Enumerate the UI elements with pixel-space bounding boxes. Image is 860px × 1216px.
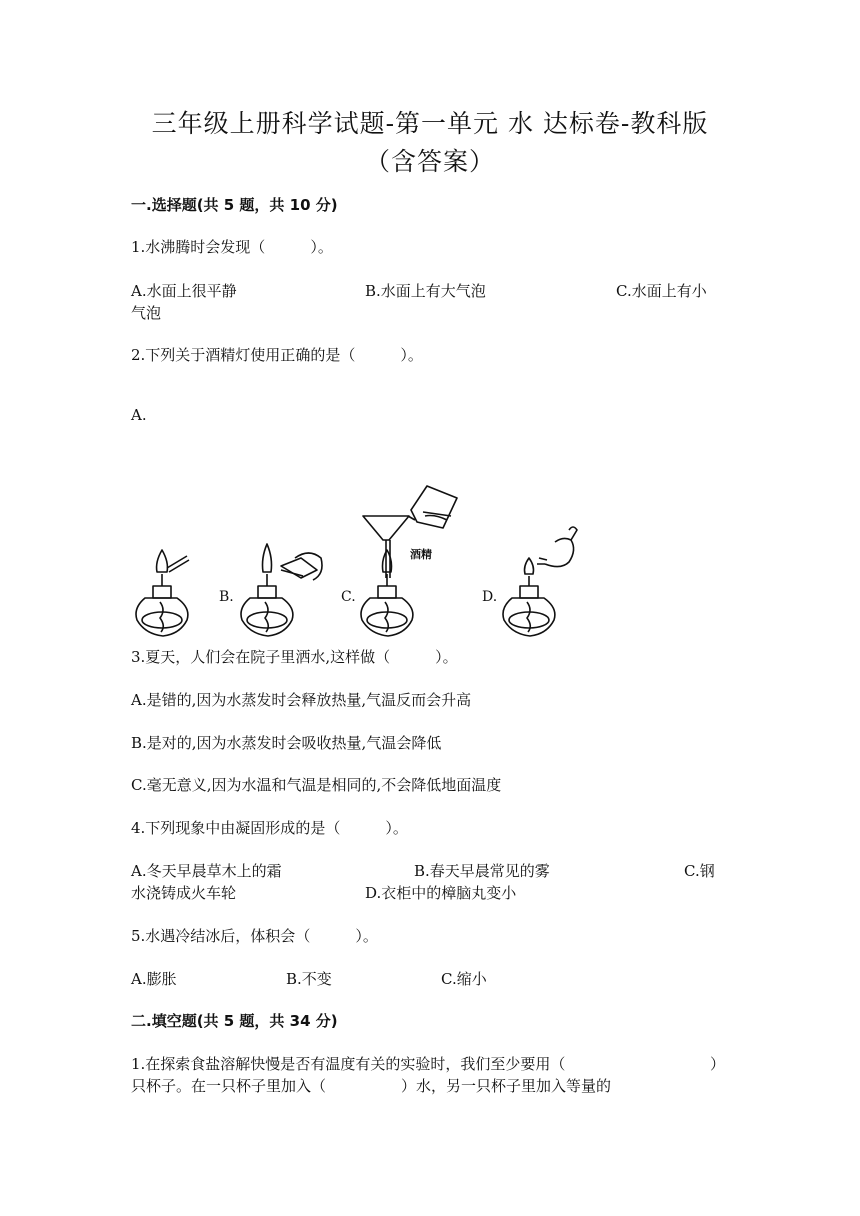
page-title: 三年级上册科学试题-第一单元 水 达标卷-教科版 (151, 109, 709, 138)
section-heading-choice: 一.选择题(共 5 题，共 10 分) (131, 196, 338, 214)
question-4-option-c: C.钢 (684, 862, 715, 880)
question-2-option-b: B. (219, 589, 234, 605)
question-1-option-a: A.水面上很平静 (131, 282, 237, 300)
question-3-stem: 3.夏天，人们会在院子里洒水,这样做（ ）。 (131, 648, 458, 666)
fill-question-1-line-2: 只杯子。在一只杯子里加入（ ）水，另一只杯子里加入等量的 (131, 1077, 612, 1095)
question-3-option-c: C.毫无意义,因为水温和气温是相同的,不会降低地面温度 (131, 776, 502, 794)
section-heading-fill: 二.填空题(共 5 题，共 34 分) (131, 1012, 338, 1030)
fill-question-1-line-1-end: ） (710, 1055, 726, 1073)
question-4-stem: 4.下列现象中由凝固形成的是（ ）。 (131, 819, 408, 837)
fill-question-1-line-1: 1.在探索食盐溶解快慢是否有温度有关的实验时，我们至少要用（ (131, 1055, 566, 1073)
question-3-option-a: A.是错的,因为水蒸发时会释放热量,气温反而会升高 (131, 691, 472, 709)
question-1-option-c-cont: 气泡 (131, 304, 162, 322)
page-subtitle: （含答案） (364, 147, 495, 176)
question-4-option-b: B.春天早晨常见的雾 (414, 862, 550, 880)
question-2-stem: 2.下列关于酒精灯使用正确的是（ ）。 (131, 346, 423, 364)
question-4-option-a: A.冬天早晨草木上的霜 (131, 862, 282, 880)
question-2-option-a: A. (131, 406, 147, 424)
lamp-d-icon (503, 527, 577, 636)
question-5-option-a: A.膨胀 (131, 970, 177, 988)
question-4-option-d: D.衣柜中的樟脑丸变小 (365, 884, 517, 902)
question-2-option-c: C. (341, 589, 356, 605)
alcohol-lamp-figure (125, 478, 585, 656)
alcohol-label: 酒精 (410, 548, 432, 561)
question-1-option-c: C.水面上有小 (616, 282, 707, 300)
lamp-a-icon (136, 550, 189, 636)
lamp-b-icon (241, 544, 322, 636)
question-4-option-c-cont: 水浇铸成火车轮 (131, 884, 237, 902)
question-5-option-b: B.不变 (286, 970, 332, 988)
question-3-option-b: B.是对的,因为水蒸发时会吸收热量,气温会降低 (131, 734, 442, 752)
question-5-stem: 5.水遇冷结冰后，体积会（ ）。 (131, 927, 378, 945)
question-1-option-b: B.水面上有大气泡 (365, 282, 486, 300)
question-2-option-d: D. (482, 589, 498, 605)
question-1-stem: 1.水沸腾时会发现（ ）。 (131, 238, 333, 256)
lamp-c-icon (361, 486, 457, 636)
question-5-option-c: C.缩小 (441, 970, 487, 988)
